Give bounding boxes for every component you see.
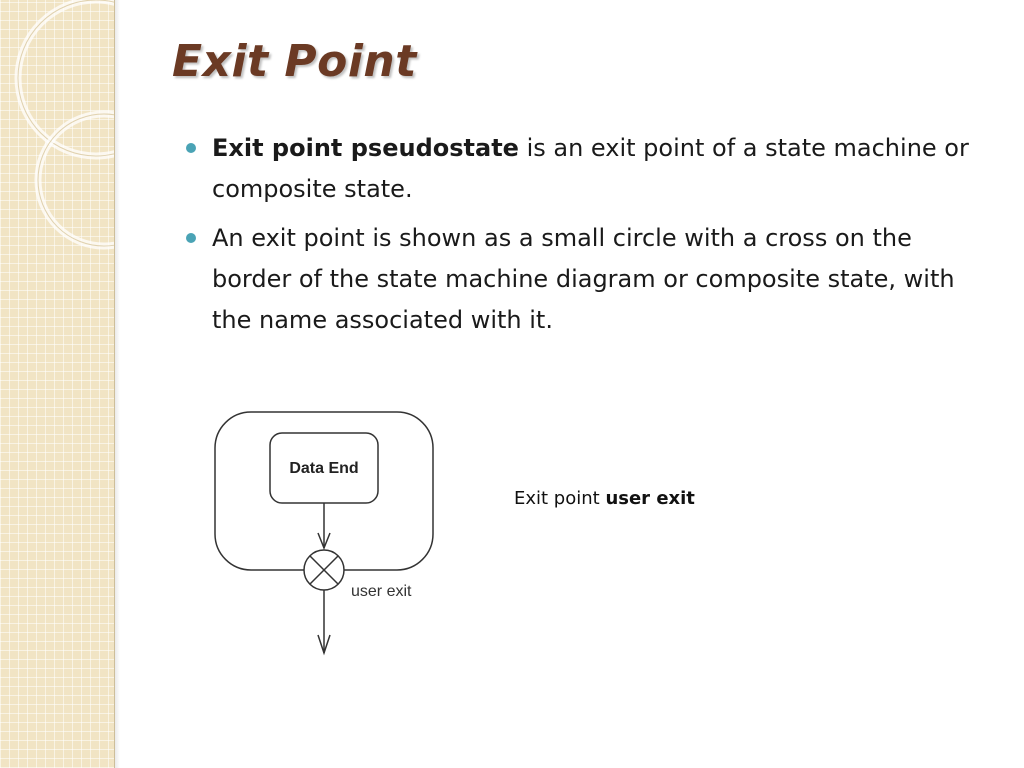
bullet-dot-icon (186, 233, 196, 243)
bullet-item (186, 218, 986, 341)
diagram-caption (514, 488, 695, 509)
bullet-list (186, 128, 986, 349)
caption-bold: user exit (605, 488, 695, 509)
exit-point-diagram (205, 405, 445, 665)
state-label: Data End (289, 460, 359, 477)
bullet-item (186, 128, 986, 210)
decorative-rings (0, 0, 114, 768)
decorative-side-band (0, 0, 115, 768)
bullet-text: An exit point is shown as a small circle with a cross on the border of the state machine diagram or composite state, with the name associated with it. (212, 224, 955, 334)
bullet-text: is an exit point of a state machine or composite state. (212, 134, 969, 203)
bullet-dot-icon (186, 143, 196, 153)
caption-prefix: Exit point (514, 488, 606, 509)
bullet-bold-term: Exit point pseudostate (212, 134, 519, 162)
side-band-shadow (114, 0, 120, 768)
slide-title: Exit Point (172, 36, 417, 87)
exit-point-label: user exit (351, 583, 412, 600)
